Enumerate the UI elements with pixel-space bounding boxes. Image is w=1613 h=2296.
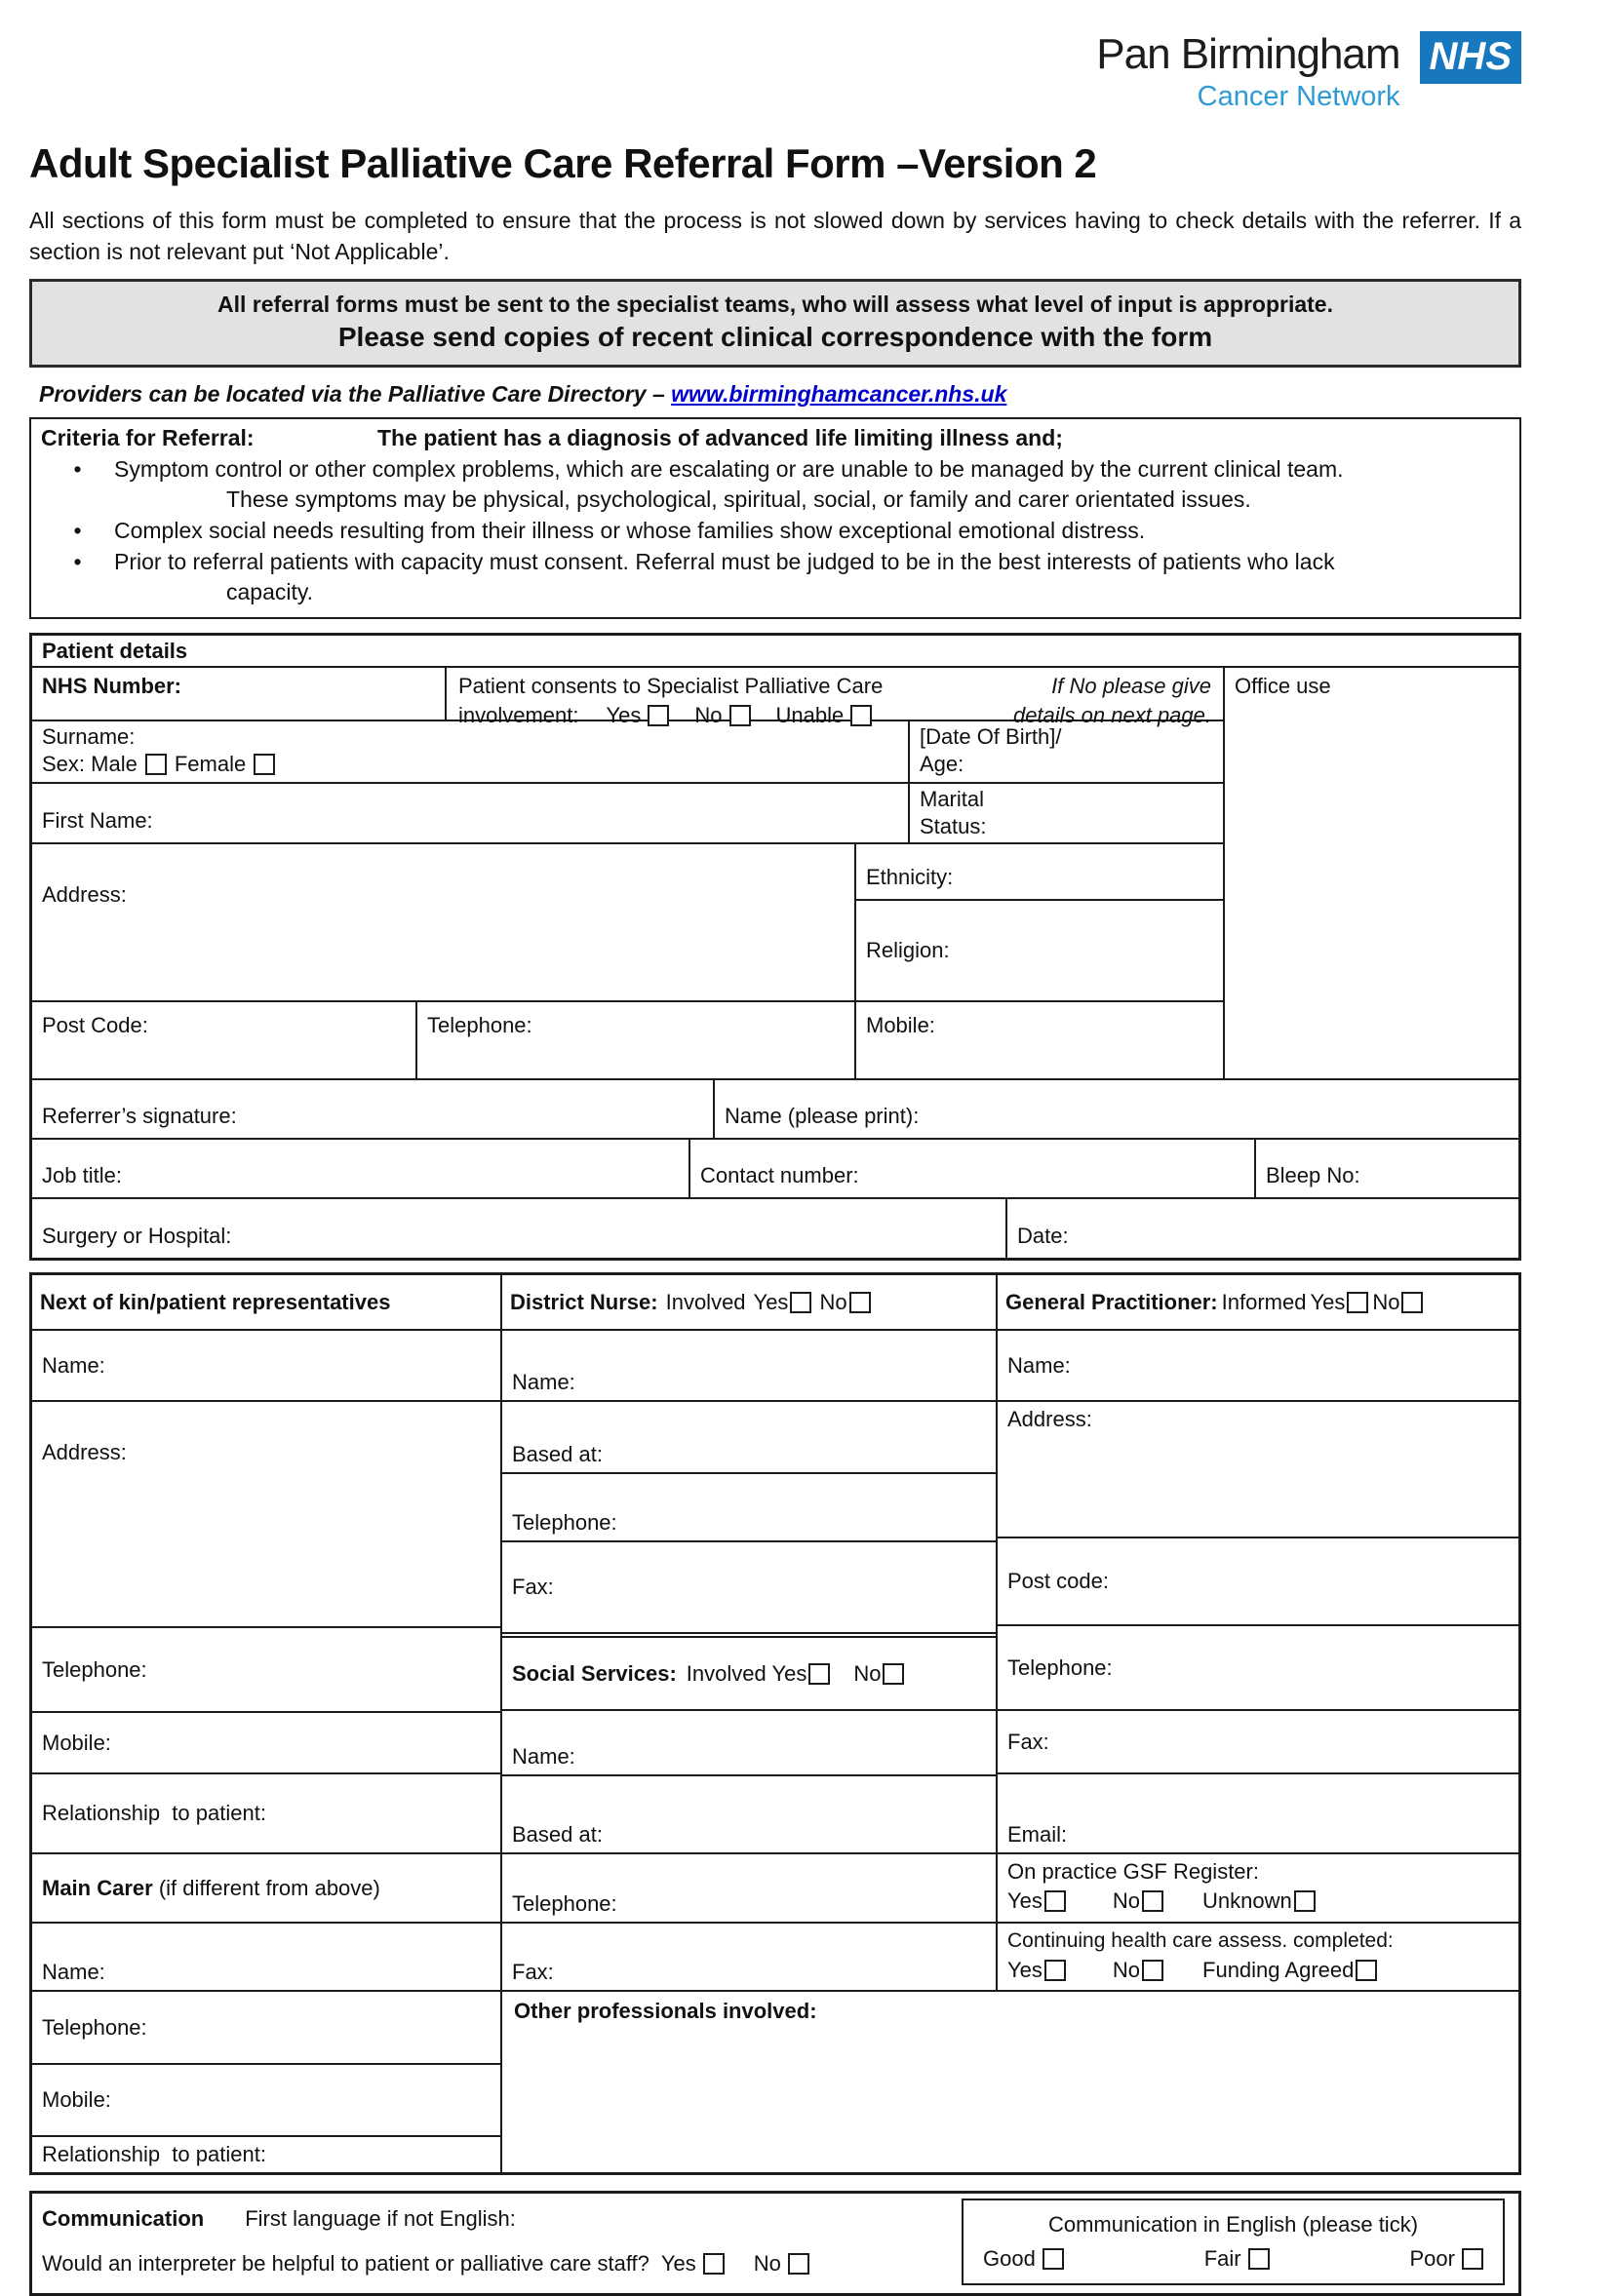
contact-number-field — [690, 1140, 1256, 1197]
checkbox-male[interactable] — [145, 754, 167, 775]
checkbox-gsf-no[interactable] — [1142, 1890, 1163, 1912]
label-gp-yes: Yes — [1310, 1289, 1346, 1314]
label-nhs-number: NHS Number: — [42, 674, 182, 698]
religion-field — [856, 901, 1223, 1000]
label-ss-telephone: Telephone: — [512, 1891, 617, 1916]
carer-name-field — [32, 1922, 500, 1990]
label-main-carer-note: (if different from above) — [152, 1875, 380, 1900]
label-consent-yes: Yes — [606, 703, 642, 727]
label-surgery-hospital: Surgery or Hospital: — [42, 1224, 232, 1248]
label-age: Age: — [920, 752, 964, 776]
network-name: Cancer Network — [1197, 81, 1400, 112]
checkbox-dn-yes[interactable] — [790, 1292, 811, 1313]
carer-mobile-field — [32, 2063, 500, 2135]
providers-text: Providers can be located via the Palliative Care Directory – — [39, 381, 672, 407]
consent-note-1: If No please give — [1051, 674, 1211, 698]
label-first-name: First Name: — [42, 808, 153, 833]
next-of-kin-heading: Next of kin/patient representatives — [40, 1289, 391, 1314]
checkbox-gsf-unknown[interactable] — [1294, 1890, 1316, 1912]
office-use-field — [1225, 668, 1518, 1078]
criteria-heading: The patient has a diagnosis of advanced life limiting illness and; — [377, 425, 1063, 450]
label-ss-based-at: Based at: — [512, 1822, 603, 1847]
label-carer-telephone: Telephone: — [42, 2014, 147, 2040]
bullet2-text: Complex social needs resulting from their illness or whose families show exceptional emotional distress. — [114, 518, 1146, 543]
label-gsf-yes: Yes — [1007, 1888, 1043, 1913]
label-chc-assess: Continuing health care assess. completed: — [1007, 1929, 1394, 1952]
label-interpreter: Would an interpreter be helpful to patient or palliative care staff? — [42, 2251, 649, 2276]
nok-address-field — [32, 1400, 500, 1626]
label-consent-2: involvement: — [458, 703, 579, 727]
nok-relationship-field — [32, 1772, 500, 1852]
label-dn-telephone: Telephone: — [512, 1510, 617, 1535]
label-dn-no: No — [819, 1289, 847, 1314]
label-date: Date: — [1017, 1224, 1069, 1248]
communication-heading: Communication — [42, 2206, 205, 2231]
label-gp-telephone: Telephone: — [1007, 1654, 1113, 1680]
label-english-fair: Fair — [1203, 2245, 1241, 2271]
label-dn-fax: Fax: — [512, 1575, 554, 1599]
label-gp-informed: Informed — [1221, 1289, 1307, 1314]
name-print-field — [715, 1080, 1518, 1138]
patient-details-table — [29, 633, 1521, 1261]
mobile-field — [856, 1002, 1223, 1078]
nhs-logo: NHS — [1420, 31, 1521, 84]
label-name-print: Name (please print): — [725, 1104, 920, 1128]
bullet-icon: • — [73, 549, 82, 574]
label-sex-male: Sex: Male — [42, 752, 138, 776]
label-communication-english: Communication in English (please tick) — [1047, 2211, 1419, 2237]
label-ethnicity: Ethnicity: — [866, 865, 954, 889]
gp-heading: General Practitioner: — [1005, 1289, 1218, 1314]
label-english-good: Good — [983, 2245, 1036, 2271]
checkbox-funding-agreed[interactable] — [1356, 1960, 1377, 1981]
label-consent-no: No — [694, 703, 723, 727]
label-dn-based-at: Based at: — [512, 1442, 603, 1466]
checkbox-female[interactable] — [254, 754, 275, 775]
date-field — [1007, 1199, 1518, 1258]
ethnicity-field — [856, 844, 1223, 901]
label-office-use: Office use — [1235, 674, 1331, 698]
carer-telephone-field — [32, 1990, 500, 2063]
dn-based-at-field — [502, 1400, 996, 1472]
header-logo — [29, 0, 1521, 113]
label-interpreter-yes: Yes — [660, 2251, 696, 2276]
gp-post-code-field — [998, 1537, 1518, 1624]
checkbox-chc-no[interactable] — [1142, 1960, 1163, 1981]
bullet3-line1: Prior to referral patients with capacity must consent. Referral must be judged to be in the best interests of patients who lack — [114, 549, 1335, 574]
gsf-register-field — [998, 1852, 1518, 1922]
nok-mobile-field — [32, 1711, 500, 1772]
social-services-heading — [502, 1638, 996, 1709]
telephone-field — [417, 1002, 856, 1078]
surgery-hospital-field — [32, 1199, 1007, 1258]
label-gp-address: Address: — [1007, 1407, 1092, 1431]
checkbox-dn-no[interactable] — [849, 1292, 871, 1313]
checkbox-gp-no[interactable] — [1401, 1292, 1423, 1313]
label-other-professionals: Other professionals involved: — [514, 1999, 817, 2023]
ss-name-field — [502, 1709, 996, 1774]
label-dob: [Date Of Birth]/ — [920, 724, 1062, 749]
surname-field — [32, 721, 910, 782]
address-field — [32, 844, 856, 1000]
label-ss-name: Name: — [512, 1744, 575, 1769]
label-nok-telephone: Telephone: — [42, 1656, 147, 1682]
org-name: Pan Birmingham — [1096, 30, 1400, 78]
dn-name-field — [502, 1331, 996, 1400]
district-nurse-heading: District Nurse: — [510, 1289, 658, 1314]
label-female: Female — [174, 752, 247, 776]
checkbox-gp-yes[interactable] — [1347, 1292, 1368, 1313]
intro-text: All sections of this form must be completed to ensure that the process is not slowed down by services having to check details with the referrer. If a section is not relevant put ‘Not Applicable’. — [29, 208, 1521, 264]
label-surname: Surname: — [42, 724, 136, 749]
label-gsf-unknown: Unknown — [1202, 1888, 1292, 1913]
instruction-banner — [29, 279, 1521, 368]
label-nok-name: Name: — [42, 1352, 105, 1378]
criteria-bullet-3 — [41, 547, 1506, 607]
label-gp-email: Email: — [1007, 1822, 1068, 1847]
banner-line1: All referral forms must be sent to the specialist teams, who will assess what level of input is appropriate. — [217, 292, 1333, 317]
english-communication-box — [962, 2199, 1505, 2285]
bullet1-line1: Symptom control or other complex problems, which are escalating or are unable to be managed by the current clinical team. — [114, 456, 1344, 482]
label-consent-unable: Unable — [775, 703, 845, 727]
consent-field — [447, 668, 1223, 727]
label-consent-1: Patient consents to Specialist Palliative Care — [458, 674, 884, 698]
checkbox-ss-yes[interactable] — [808, 1663, 830, 1685]
label-social-services: Social Services: — [512, 1660, 677, 1686]
label-ss-fax: Fax: — [512, 1960, 554, 1984]
label-contact-number: Contact number: — [700, 1163, 859, 1187]
bullet1-line2: These symptoms may be physical, psychological, spiritual, social, or family and carer orientated issues. — [226, 486, 1251, 512]
label-referrer-signature: Referrer’s signature: — [42, 1104, 237, 1128]
marital-status-field — [910, 784, 1223, 842]
criteria-bullet-1 — [41, 454, 1506, 515]
label-chc-no: No — [1112, 1958, 1141, 1982]
dob-field — [910, 721, 1223, 782]
criteria-bullet-2 — [41, 516, 1506, 546]
bleep-no-field — [1256, 1140, 1518, 1197]
label-address: Address: — [42, 882, 127, 907]
label-chc-yes: Yes — [1007, 1958, 1043, 1982]
label-job-title: Job title: — [42, 1163, 122, 1187]
nhs-number-field — [32, 668, 447, 720]
main-carer-heading — [32, 1852, 500, 1922]
bullet-icon: • — [73, 456, 82, 482]
ss-based-at-field — [502, 1774, 996, 1852]
consent-note-2: details on next page. — [1012, 703, 1211, 727]
checkbox-chc-yes[interactable] — [1044, 1960, 1066, 1981]
gp-fax-field — [998, 1709, 1518, 1772]
label-carer-name: Name: — [42, 1960, 105, 1984]
label-main-carer: Main Carer — [42, 1875, 153, 1900]
label-ss-no: No — [853, 1660, 882, 1686]
label-gp-fax: Fax: — [1007, 1729, 1049, 1754]
checkbox-interpreter-no[interactable] — [788, 2253, 809, 2275]
patient-details-heading: Patient details — [42, 639, 188, 663]
label-nok-mobile: Mobile: — [42, 1730, 111, 1755]
label-carer-relationship: Relationship to patient: — [42, 2142, 266, 2166]
bullet3-line2: capacity. — [226, 579, 314, 604]
label-gp-post-code: Post code: — [1007, 1569, 1109, 1593]
post-code-field — [32, 1002, 417, 1078]
bullet-icon: • — [73, 518, 82, 543]
label-mobile: Mobile: — [866, 1013, 935, 1037]
label-telephone: Telephone: — [427, 1013, 532, 1037]
label-nok-relationship: Relationship to patient: — [42, 1801, 266, 1825]
label-gsf-no: No — [1112, 1888, 1141, 1913]
label-bleep-no: Bleep No: — [1266, 1163, 1360, 1187]
label-gp-no: No — [1372, 1289, 1400, 1314]
contacts-table — [29, 1272, 1521, 2175]
referrer-signature-field — [32, 1080, 715, 1138]
gp-name-field — [998, 1331, 1518, 1400]
ss-fax-field — [502, 1922, 996, 1990]
label-gsf-register: On practice GSF Register: — [1007, 1859, 1259, 1884]
banner-line2: Please send copies of recent clinical correspondence with the form — [337, 322, 1213, 352]
criteria-box — [29, 417, 1521, 619]
chc-assess-field — [998, 1922, 1518, 1990]
label-english-poor: Poor — [1409, 2245, 1455, 2271]
dn-telephone-field — [502, 1472, 996, 1540]
gp-address-field — [998, 1400, 1518, 1537]
dn-fax-field — [502, 1540, 996, 1638]
checkbox-ss-no[interactable] — [883, 1663, 904, 1685]
first-name-field — [32, 784, 910, 842]
job-title-field — [32, 1140, 690, 1197]
label-marital-2: Status: — [920, 814, 987, 838]
label-dn-yes: Yes — [753, 1289, 789, 1314]
providers-line — [29, 381, 1521, 408]
label-ss-involved-yes: Involved Yes — [686, 1660, 807, 1686]
label-funding-agreed: Funding Agreed — [1202, 1958, 1355, 1982]
ss-telephone-field — [502, 1852, 996, 1922]
checkbox-english-fair[interactable] — [1248, 2248, 1270, 2270]
other-professionals-field — [502, 1990, 1518, 2172]
gp-email-field — [998, 1772, 1518, 1852]
checkbox-interpreter-yes[interactable] — [703, 2253, 725, 2275]
checkbox-english-poor[interactable] — [1462, 2248, 1483, 2270]
criteria-label: Criteria for Referral: — [41, 425, 255, 450]
checkbox-english-good[interactable] — [1043, 2248, 1064, 2270]
label-gp-name: Name: — [1007, 1352, 1071, 1378]
label-carer-mobile: Mobile: — [42, 2087, 111, 2112]
label-marital-1: Marital — [920, 787, 985, 811]
label-nok-address: Address: — [42, 1440, 127, 1464]
nok-name-field — [32, 1331, 500, 1400]
label-first-language: First language if not English: — [245, 2206, 516, 2231]
label-dn-involved: Involved — [665, 1289, 746, 1314]
label-dn-name: Name: — [512, 1370, 575, 1394]
directory-link[interactable]: www.birminghamcancer.nhs.uk — [671, 381, 1007, 407]
page-title: Adult Specialist Palliative Care Referral Form –Version 2 — [29, 140, 1097, 186]
checkbox-gsf-yes[interactable] — [1044, 1890, 1066, 1912]
label-interpreter-no: No — [753, 2251, 781, 2276]
label-post-code: Post Code: — [42, 1013, 148, 1037]
label-religion: Religion: — [866, 938, 950, 962]
gp-telephone-field — [998, 1624, 1518, 1709]
carer-relationship-field — [32, 2135, 500, 2172]
nok-telephone-field — [32, 1626, 500, 1711]
